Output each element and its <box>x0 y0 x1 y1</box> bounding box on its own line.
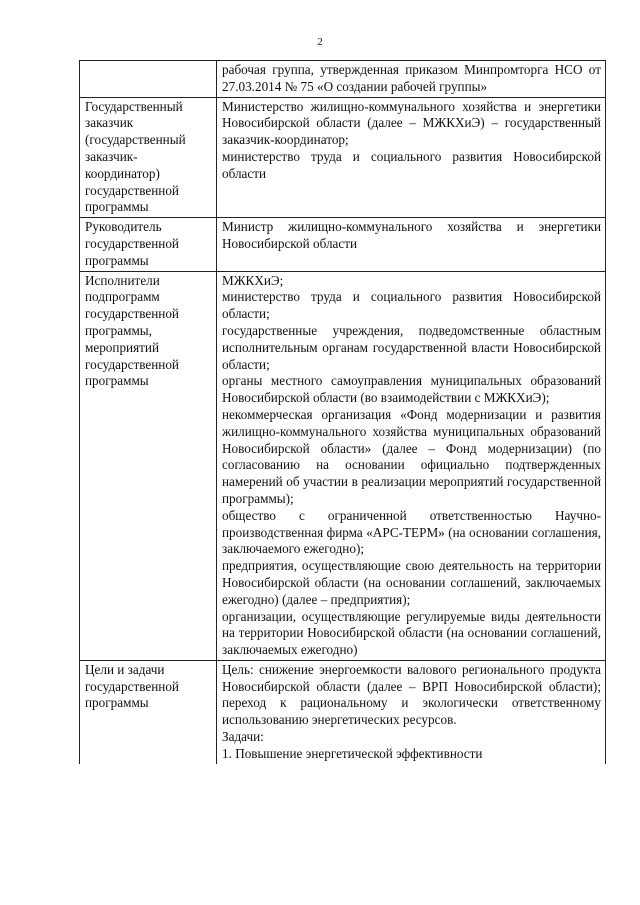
value-paragraph: государственные учреждения, подведомственные областным исполнительным органам государственной власти Новосибирской области; <box>222 322 601 372</box>
value-paragraph: министерство труда и социального развития Новосибирской области; <box>222 289 601 322</box>
table-row <box>80 97 606 218</box>
value-paragraph: некоммерческая организация «Фонд модернизации и развития жилищно-коммунального хозяйства муниципальных образований Новосибирской области» (далее – Фонд модернизации) (по согласованию на основании официально подтвержденных намерений об участии в реализации мероприятий государственной программы); <box>222 406 601 506</box>
page-number: 2 <box>317 36 323 48</box>
value-paragraph: предприятия, осуществляющие свою деятельность на территории Новосибирской области (на основании соглашений, заключаемых ежегодно) (далее – предприятия); <box>222 558 601 607</box>
row-label: Руководитель государственной программы <box>80 218 217 271</box>
table-row <box>80 660 606 763</box>
value-paragraph: Цель: снижение энергоемкости валового регионального продукта Новосибирской области (далее – ВРП Новосибирской области); переход к рациональному и экологически ответственному использованию энергетических ресурсов. <box>222 661 601 728</box>
row-value <box>217 61 606 98</box>
row-label <box>80 61 217 98</box>
value-paragraph: министерство труда и социального развития Новосибирской области <box>222 148 601 181</box>
table-row <box>80 218 606 271</box>
table-row <box>80 271 606 660</box>
row-value <box>217 660 606 763</box>
row-label: Цели и задачи государственной программы <box>80 660 217 763</box>
row-value <box>217 271 606 660</box>
program-passport-table <box>79 60 606 764</box>
row-label: Исполнители подпрограмм государственной программы, мероприятий государственной программы <box>80 271 217 660</box>
row-value <box>217 218 606 271</box>
value-paragraph: органы местного самоуправления муниципальных образований Новосибирской области (во взаимодействии с МЖКХиЭ); <box>222 373 601 406</box>
value-paragraph: общество с ограниченной ответственностью Научно-производственная фирма «АРС-ТЕРМ» (на основании соглашения, заключаемого ежегодно); <box>222 507 601 557</box>
row-value <box>217 97 606 218</box>
row-label: Государственный заказчик (государственный заказчик-координатор) государственной программы <box>80 97 217 218</box>
value-paragraph: Министерство жилищно-коммунального хозяйства и энергетики Новосибирской области (далее – МЖКХиЭ) – государственный заказчик-координатор; <box>222 98 601 148</box>
value-paragraph: организации, осуществляющие регулируемые виды деятельности на территории Новосибирской области (на основании соглашений, заключаемых ежегодно) <box>222 608 601 658</box>
table-row <box>80 61 606 98</box>
value-paragraph: Задачи: <box>222 729 264 745</box>
value-paragraph: 1. Повышение энергетической эффективности <box>222 745 483 761</box>
value-paragraph: Министр жилищно-коммунального хозяйства и энергетики Новосибирской области <box>222 219 601 251</box>
value-paragraph: рабочая группа, утвержденная приказом Минпромторга НСО от 27.03.2014 № 75 «О создании рабочей группы» <box>222 62 601 94</box>
value-paragraph: МЖКХиЭ; <box>222 272 284 288</box>
